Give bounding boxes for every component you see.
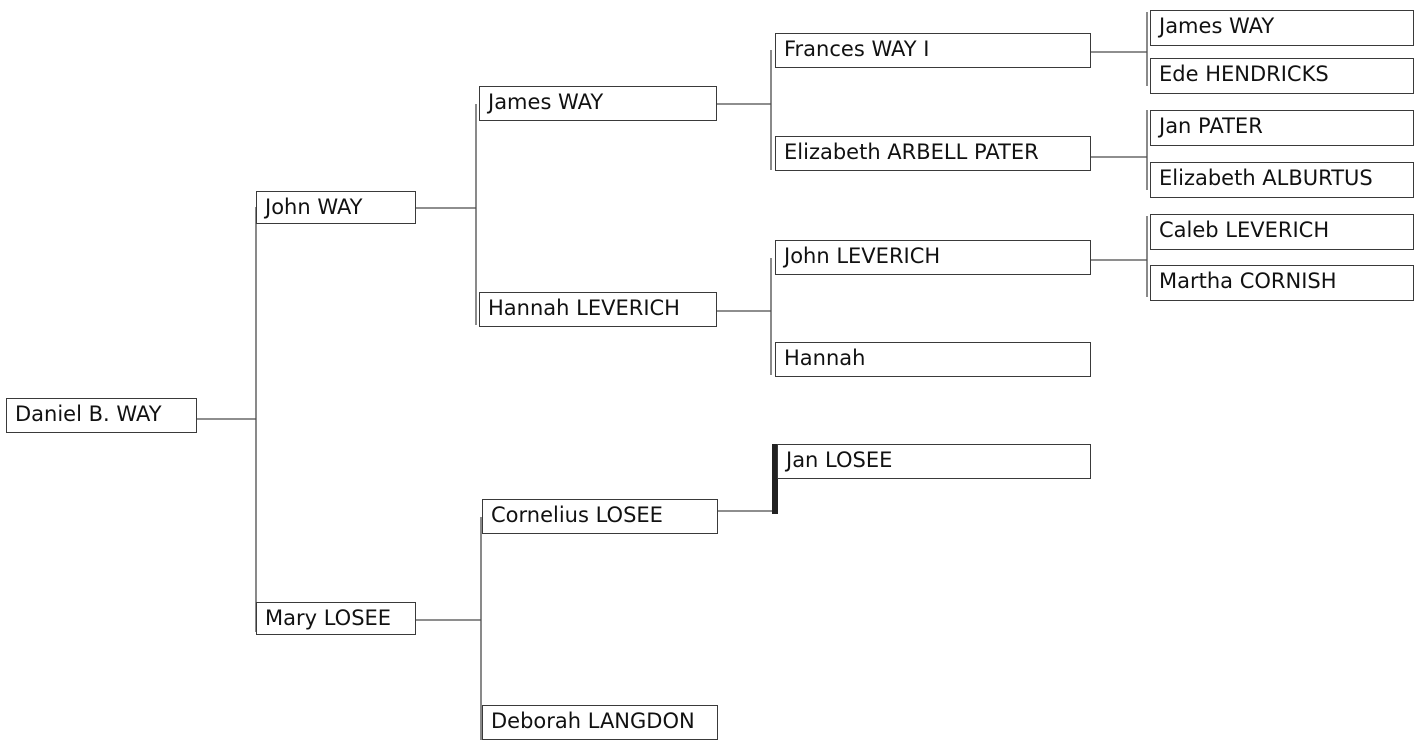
person-caleb-leverich: Caleb LEVERICH [1150, 214, 1414, 250]
person-hannah-leverich: Hannah LEVERICH [479, 292, 717, 327]
person-james-way: James WAY [479, 86, 717, 121]
person-hannah: Hannah [775, 342, 1091, 377]
person-ede-hendricks: Ede HENDRICKS [1150, 58, 1414, 94]
person-daniel-b-way: Daniel B. WAY [6, 398, 197, 433]
person-cornelius-losee: Cornelius LOSEE [482, 499, 718, 534]
person-elizabeth-alburtus: Elizabeth ALBURTUS [1150, 162, 1414, 198]
person-james-way-sr: James WAY [1150, 10, 1414, 46]
person-jan-pater: Jan PATER [1150, 110, 1414, 146]
person-frances-way-i: Frances WAY I [775, 33, 1091, 68]
person-john-way: John WAY [256, 191, 416, 224]
person-elizabeth-arbell-pater: Elizabeth ARBELL PATER [775, 136, 1091, 171]
person-mary-losee: Mary LOSEE [256, 602, 416, 635]
person-martha-cornish: Martha CORNISH [1150, 265, 1414, 301]
person-deborah-langdon: Deborah LANGDON [482, 705, 718, 740]
person-john-leverich: John LEVERICH [775, 240, 1091, 275]
person-jan-losee: Jan LOSEE [777, 444, 1091, 479]
